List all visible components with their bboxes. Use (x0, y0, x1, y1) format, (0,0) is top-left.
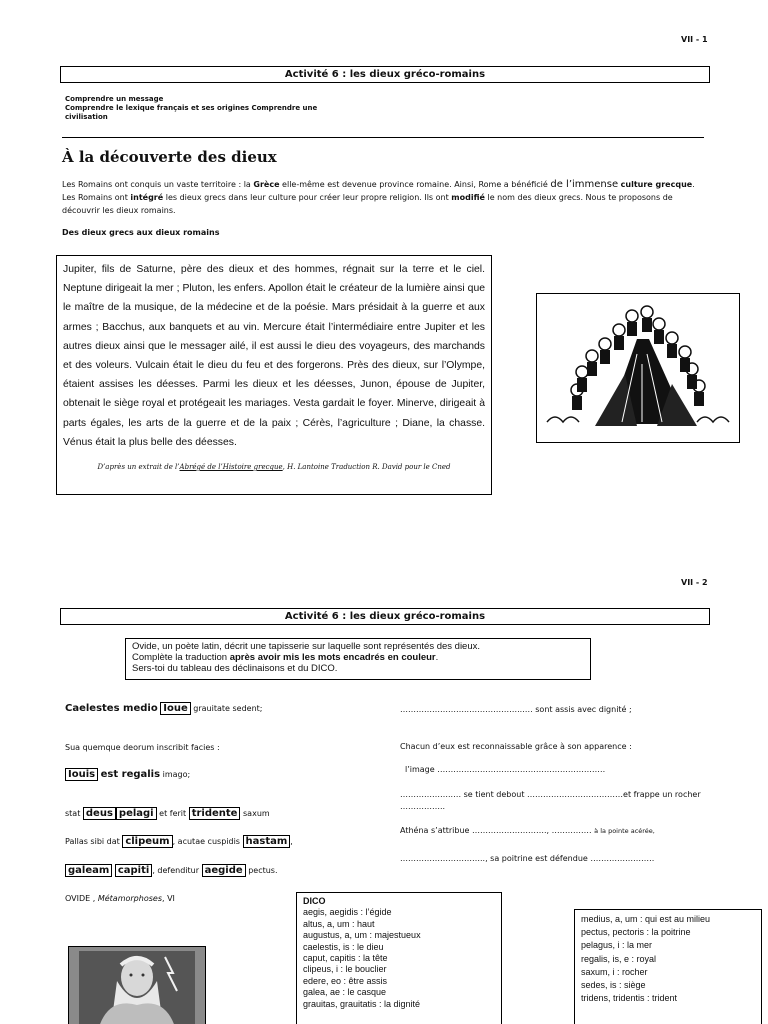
dico-entry: galea, ae : le casque (303, 987, 387, 998)
objective-line: civilisation (65, 113, 108, 121)
dico-entry: altus, a, um : haut (303, 918, 375, 929)
page-number: VII - 1 (681, 35, 708, 44)
instructions-box (125, 638, 591, 680)
translation-line-6: ………………………….., sa poitrine est défendue …………………… (400, 854, 655, 863)
dico-title: DICO (303, 896, 326, 906)
olympus-illustration (536, 293, 740, 443)
translation-line-5: Athéna s’attribue ………………………., …………… à la pointe acérée, (400, 826, 655, 835)
latin-line-1: Caelestes medio Ioue grauitate sedent; (65, 703, 263, 714)
dico-entry: pectus, pectoris : la poitrine (581, 927, 691, 938)
dico-entry: grauitas, grauitatis : la dignité (303, 998, 421, 1009)
activity-title: Activité 6 : les dieux gréco-romains (60, 66, 710, 83)
dico-entry: sedes, is : siège (581, 980, 646, 991)
dico-entry: augustus, a, um : majestueux (303, 930, 421, 941)
translation-line-1: ……………………..………………..…. sont assis avec dignité ; (400, 705, 632, 714)
translation-line-4: ………………..… se tient debout ………………………………et frappe un rocher …………….. (400, 790, 701, 811)
page-number: VII - 2 (681, 578, 708, 587)
instruction-line: Sers-toi du tableau des déclinaisons et du DICO. (132, 663, 338, 674)
intro-paragraph: Les Romains ont conquis un vaste territoire : la Grèce elle-même est devenue province romaine. Ainsi, Rome a bénéficié de l’immense culture grecque. Les Romains ont intégré les dieux grecs dans leur culture pour créer leur propre religion. Ils ont modifié le nom des dieux grecs. Nous te proposons de découvrir les dieux romains. (62, 179, 695, 215)
dico-entry: regalis, is, e : royal (581, 953, 657, 964)
objectives (65, 95, 325, 122)
dico-entry: aegis, aegidis : l’égide (303, 907, 392, 918)
zeus-drawing (69, 947, 205, 1024)
dico-entry: clipeus, i : le bouclier (303, 964, 387, 975)
latin-line-4: stat deus pelagi et ferit tridente saxum (65, 808, 270, 819)
dico-entry: caput, capitis : la tête (303, 953, 388, 964)
dico-entry: caelestis, is : le dieu (303, 941, 384, 952)
zeus-image (68, 946, 206, 1024)
text-box (56, 255, 492, 495)
latin-line-6: galeam capiti , defenditur aegide pectus. (65, 864, 278, 878)
translation-line-2: Chacun d’eux est reconnaissable grâce à son apparence : (400, 742, 632, 751)
dico-box-2 (574, 909, 762, 1024)
latin-source: OVIDE , Métamorphoses, VI (65, 894, 175, 903)
olympus-drawing (537, 294, 739, 442)
objective-line: Comprendre le lexique français et ses origines Comprendre une (65, 104, 318, 112)
divider (62, 137, 704, 138)
latin-line-5: Pallas sibi dat clipeum , acutae cuspidis hastam , (65, 836, 293, 847)
translation-line-3: l’image ……………………………………………………… (405, 765, 606, 774)
instruction-line: Complète la traduction après avoir mis les mots encadrés en couleur. (132, 652, 439, 663)
dico-entry: edere, eo : être assis (303, 975, 388, 986)
dico-entry: tridens, tridentis : trident (581, 993, 678, 1004)
latin-line-3: Iouis est regalis imago; (65, 768, 190, 782)
objective-line: Comprendre un message (65, 95, 164, 103)
subheading: Des dieux grecs aux dieux romains (62, 228, 220, 237)
latin-line-2: Sua quemque deorum inscribit facies : (65, 743, 220, 752)
page-heading: À la découverte des dieux (62, 148, 277, 166)
dico-entry: saxum, i : rocher (581, 966, 648, 977)
instruction-line: Ovide, un poète latin, décrit une tapisserie sur laquelle sont représentés des dieux. (132, 641, 481, 652)
dico-entry: medius, a, um : qui est au milieu (581, 914, 711, 924)
text-source: D’après un extrait de l’Abrégé de l’Histoire grecque, H. Lantoine Traduction R. David pour le Cned (97, 463, 451, 472)
activity-title: Activité 6 : les dieux gréco-romains (60, 608, 710, 625)
dico-box (296, 892, 502, 1024)
main-text: Jupiter, fils de Saturne, père des dieux et des hommes, régnait sur la terre et le ciel. Neptune dirigeait la mer ; Pluton, les enfers. Apollon était le créateur de la lumière ainsi que le maître de la musique, de la médecine et de la poésie. Mars présidait à la guerre et aux armes ; Bacchus, aux banquets et au vin. Mercure était l’intermédiaire entre Jupiter et les autres dieux ainsi que le messager ailé, il est aussi le dieu des voyageurs, des marchands et des voleurs. Vulcain était le dieu du feu et des forgerons. Près des dieux, sur l’Olympe, étaient assises les déesses. Parmi les dieux et les déesses, Junon, épouse de Jupiter, obtenait le siège royal et protégeait les mariages. Vesta gardait le foyer. Minerve, dirigeait à parts égales, les arts de la guerre et de la paix ; Cérès, l’agriculture ; Diane, la chasse. Vénus était la plus belle des déesses. (63, 264, 485, 448)
dico-entry: pelagus, i : la mer (581, 940, 653, 951)
